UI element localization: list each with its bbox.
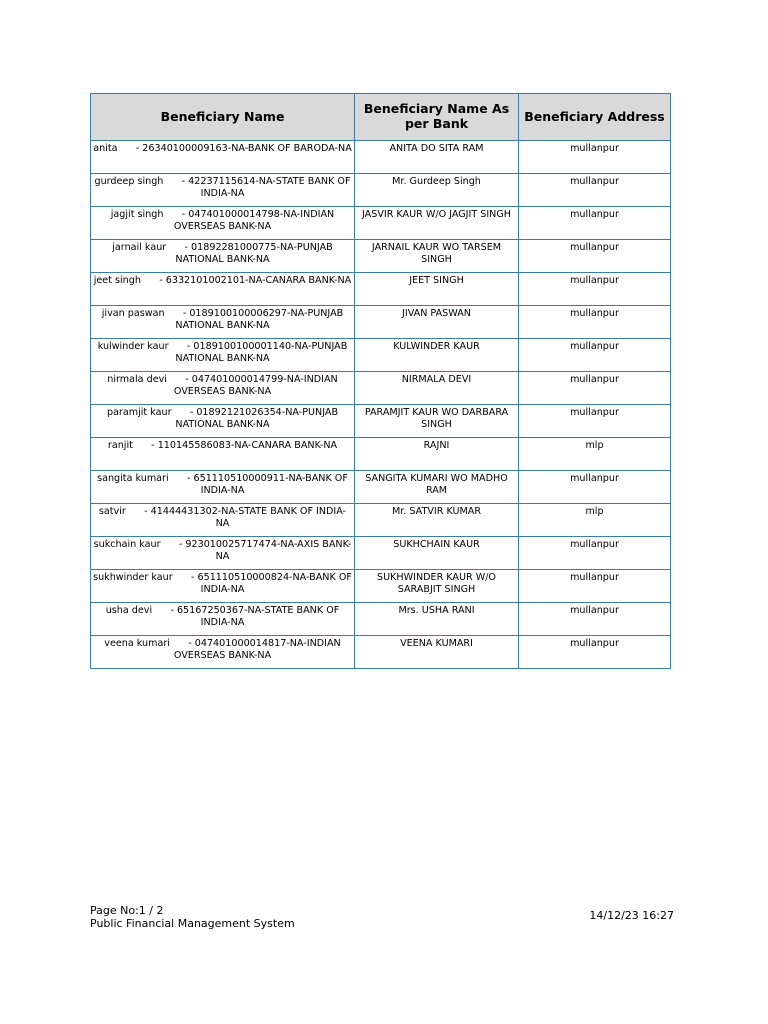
cell-address: mullanpur — [519, 636, 671, 669]
cell-address: mullanpur — [519, 306, 671, 339]
table-row — [91, 174, 671, 207]
cell-name-as-per-bank: Mr. Gurdeep Singh — [355, 174, 519, 207]
cell-name-as-per-bank: PARAMJIT KAUR WO DARBARA SINGH — [355, 405, 519, 438]
page-number: Page No:1 / 2 — [90, 904, 164, 917]
header-beneficiary-address: Beneficiary Address — [519, 94, 671, 141]
beneficiary-table — [90, 93, 671, 669]
table-row — [91, 306, 671, 339]
cell-beneficiary-name: sukhwinder kaur - 651110510000824-NA-BANK OF INDIA-NA — [91, 570, 355, 603]
cell-address: mullanpur — [519, 537, 671, 570]
cell-address: mullanpur — [519, 174, 671, 207]
cell-address: mullanpur — [519, 603, 671, 636]
cell-name-as-per-bank: SUKHCHAIN KAUR — [355, 537, 519, 570]
cell-name-as-per-bank: Mrs. USHA RANI — [355, 603, 519, 636]
cell-beneficiary-name: anita - 26340100009163-NA-BANK OF BARODA-NA — [91, 141, 355, 174]
cell-beneficiary-name: nirmala devi - 047401000014799-NA-INDIAN OVERSEAS BANK-NA — [91, 372, 355, 405]
table-row — [91, 372, 671, 405]
cell-address: mullanpur — [519, 570, 671, 603]
cell-beneficiary-name: jagjit singh - 047401000014798-NA-INDIAN OVERSEAS BANK-NA — [91, 207, 355, 240]
cell-name-as-per-bank: JARNAIL KAUR WO TARSEM SINGH — [355, 240, 519, 273]
cell-address: mlp — [519, 504, 671, 537]
cell-beneficiary-name: ranjit - 110145586083-NA-CANARA BANK-NA — [91, 438, 355, 471]
table-row — [91, 570, 671, 603]
cell-address: mullanpur — [519, 339, 671, 372]
table-row — [91, 636, 671, 669]
cell-name-as-per-bank: JIVAN PASWAN — [355, 306, 519, 339]
cell-beneficiary-name: usha devi - 65167250367-NA-STATE BANK OF INDIA-NA — [91, 603, 355, 636]
cell-beneficiary-name: satvir - 41444431302-NA-STATE BANK OF INDIA-NA — [91, 504, 355, 537]
cell-name-as-per-bank: VEENA KUMARI — [355, 636, 519, 669]
table-row — [91, 207, 671, 240]
cell-address: mullanpur — [519, 273, 671, 306]
table-row — [91, 339, 671, 372]
cell-name-as-per-bank: SANGITA KUMARI WO MADHO RAM — [355, 471, 519, 504]
cell-address: mlp — [519, 438, 671, 471]
cell-beneficiary-name: jivan paswan - 0189100100006297-NA-PUNJAB NATIONAL BANK-NA — [91, 306, 355, 339]
table-row — [91, 141, 671, 174]
print-datetime: 14/12/23 16:27 — [589, 909, 674, 922]
table-row — [91, 537, 671, 570]
cell-beneficiary-name: gurdeep singh - 42237115614-NA-STATE BANK OF INDIA-NA — [91, 174, 355, 207]
cell-address: mullanpur — [519, 240, 671, 273]
cell-beneficiary-name: jarnail kaur - 01892281000775-NA-PUNJAB NATIONAL BANK-NA — [91, 240, 355, 273]
cell-beneficiary-name: sangita kumari - 651110510000911-NA-BANK OF INDIA-NA — [91, 471, 355, 504]
cell-beneficiary-name: jeet singh - 6332101002101-NA-CANARA BANK-NA — [91, 273, 355, 306]
cell-name-as-per-bank: RAJNI — [355, 438, 519, 471]
header-beneficiary-name-as-per-bank: Beneficiary Name As per Bank — [355, 94, 519, 141]
cell-beneficiary-name: paramjit kaur - 01892121026354-NA-PUNJAB NATIONAL BANK-NA — [91, 405, 355, 438]
cell-name-as-per-bank: JEET SINGH — [355, 273, 519, 306]
table-row — [91, 240, 671, 273]
cell-name-as-per-bank: ANITA DO SITA RAM — [355, 141, 519, 174]
cell-address: mullanpur — [519, 372, 671, 405]
page-footer-left — [90, 904, 295, 930]
system-name: Public Financial Management System — [90, 917, 295, 930]
table-row — [91, 273, 671, 306]
cell-name-as-per-bank: KULWINDER KAUR — [355, 339, 519, 372]
table-row — [91, 603, 671, 636]
cell-name-as-per-bank: SUKHWINDER KAUR W/O SARABJIT SINGH — [355, 570, 519, 603]
table-row — [91, 471, 671, 504]
cell-name-as-per-bank: JASVIR KAUR W/O JAGJIT SINGH — [355, 207, 519, 240]
cell-address: mullanpur — [519, 207, 671, 240]
table-row — [91, 504, 671, 537]
cell-address: mullanpur — [519, 141, 671, 174]
cell-name-as-per-bank: NIRMALA DEVI — [355, 372, 519, 405]
table-header-row — [91, 94, 671, 141]
cell-name-as-per-bank: Mr. SATVIR KUMAR — [355, 504, 519, 537]
cell-beneficiary-name: sukchain kaur - 923010025717474-NA-AXIS BANK-NA — [91, 537, 355, 570]
table-row — [91, 438, 671, 471]
table-row — [91, 405, 671, 438]
cell-beneficiary-name: veena kumari - 047401000014817-NA-INDIAN OVERSEAS BANK-NA — [91, 636, 355, 669]
header-beneficiary-name: Beneficiary Name — [91, 94, 355, 141]
cell-address: mullanpur — [519, 405, 671, 438]
cell-address: mullanpur — [519, 471, 671, 504]
cell-beneficiary-name: kulwinder kaur - 0189100100001140-NA-PUNJAB NATIONAL BANK-NA — [91, 339, 355, 372]
